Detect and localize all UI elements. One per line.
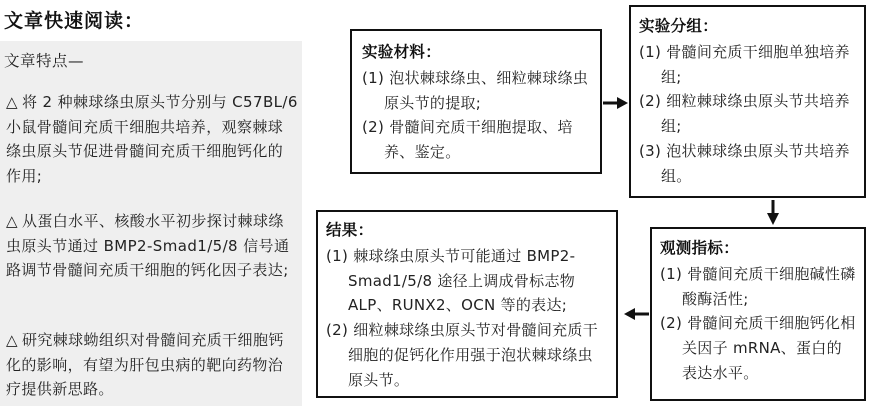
indicators-box — [650, 227, 866, 401]
results-item: (2) 细粒棘球绦虫原头节对骨髓间充质干细胞的促钙化作用强于泡状棘球绦虫原头节。 — [326, 321, 599, 389]
groups-title: 实验分组： — [639, 17, 719, 35]
features-panel — [0, 41, 302, 406]
feature-text: 将 2 种棘球绦虫原头节分别与 C57BL/6 小鼠骨髓间充质干细胞共培养，观察棘球绦虫原头节促进骨髓间充质干细胞钙化的作用; — [6, 93, 298, 185]
materials-item: (1) 泡状棘球绦虫、细粒棘球绦虫原头节的提取; — [362, 68, 589, 112]
arrow-down-icon — [764, 199, 782, 226]
results-box — [316, 210, 618, 398]
indicators-item: (2) 骨髓间充质干细胞钙化相关因子 mRNA、蛋白的表达水平。 — [660, 314, 856, 382]
groups-item: (2) 细粒棘球绦虫原头节共培养组; — [639, 92, 850, 136]
triangle-marker-icon: △ — [6, 93, 18, 111]
groups-box — [629, 5, 866, 198]
arrow-right-icon — [602, 95, 629, 111]
feature-text: 研究棘球蚴组织对骨髓间充质干细胞钙化的影响，有望为肝包虫病的靶向药物治疗提供新思路。 — [6, 331, 284, 398]
triangle-marker-icon: △ — [6, 212, 18, 230]
results-title: 结果： — [326, 221, 374, 239]
arrow-left-icon — [623, 306, 650, 322]
feature-text: 从蛋白水平、核酸水平初步探讨棘球绦虫原头节通过 BMP2-Smad1/5/8 信号通路调节骨髓间充质干细胞的钙化因子表达; — [6, 212, 290, 279]
groups-item: (1) 骨髓间充质干细胞单独培养组; — [639, 42, 850, 86]
page-heading: 文章快速阅读： — [4, 10, 145, 32]
feature-item — [6, 209, 298, 283]
features-title: 文章特点— — [4, 52, 85, 70]
triangle-marker-icon: △ — [6, 331, 18, 349]
materials-item: (2) 骨髓间充质干细胞提取、培养、鉴定。 — [362, 118, 573, 162]
materials-box — [350, 29, 602, 174]
feature-item — [6, 328, 298, 402]
results-item: (1) 棘球绦虫原头节可能通过 BMP2-Smad1/5/8 途径上调成骨标志物 ALP、RUNX2、OCN 等的表达; — [326, 246, 576, 315]
materials-title: 实验材料： — [362, 43, 442, 61]
groups-item: (3) 泡状棘球绦虫原头节共培养组。 — [639, 141, 850, 185]
indicators-title: 观测指标： — [660, 239, 740, 257]
indicators-item: (1) 骨髓间充质干细胞碱性磷酸酶活性; — [660, 264, 856, 308]
feature-item — [6, 90, 298, 188]
